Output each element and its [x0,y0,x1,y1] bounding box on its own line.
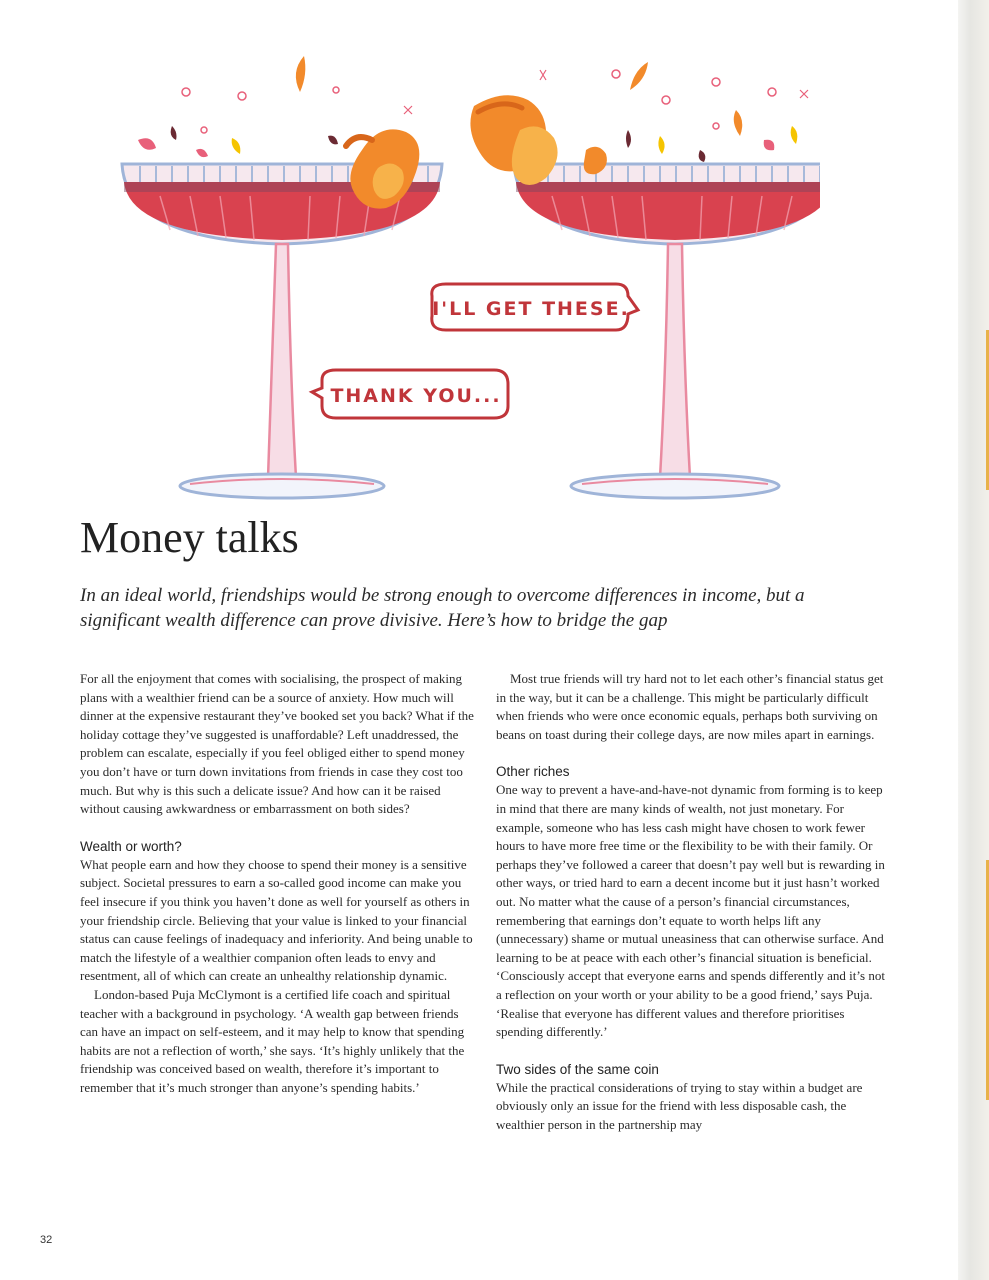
speech-bubble-text: THANK YOU... [330,385,502,407]
right-orange-peel [470,95,606,185]
body-paragraph: While the practical considerations of trying to stay within a budget are obviously only an issue for the friend with less disposable cash, the wealthier person in the partnership may [496,1079,863,1132]
two-cocktail-glasses-illustration [100,50,820,510]
speech-bubble-text: I'LL GET THESE. [432,298,630,320]
subheading: Other riches [496,764,570,780]
left-cocktail-glass [122,164,442,498]
page-number: 32 [40,1234,53,1246]
speech-bubble-ill-get-these [432,284,638,330]
subheading: Two sides of the same coin [496,1061,659,1077]
page-spine [958,0,989,1280]
article-column-left [80,670,476,1097]
body-paragraph: London-based Puja McClymont is a certified life coach and spiritual teacher with a background in psychology. ‘A wealth gap between friends can have an impact on self-esteem, and it may help to know that spending habits are not a reflection of worth,’ she says. ‘It’s highly unlikely that the friendship was conceived based on wealth, therefore it’s important to remember that it’s much stronger than anyone’s spending habits.’ [80,986,465,1095]
article-title: Money talks [80,513,299,562]
speech-bubble-thank-you [312,370,508,418]
body-paragraph: For all the enjoyment that comes with socialising, the prospect of making plans with a wealthier friend can be a source of anxiety. How much will dinner at the expensive restaurant they’ve booked set you back? What if the holiday cottage they’ve suggested is unaffordable? Left unaddressed, the problem can escalate, especially if you feel obliged either to spend money you don’t have or turn down invitations from friends in case they cost too much. But why is this such a delicate issue? And how can it be raised without causing awkwardness or embarrassment on both sides? [80,671,474,817]
article-standfirst: In an ideal world, friendships would be strong enough to overcome differences in income, but a significant wealth difference can prove divisive. Here’s how to bridge the gap [80,585,805,631]
body-paragraph: One way to prevent a have-and-have-not dynamic from forming is to keep in mind that there are many kinds of wealth, not just monetary. For example, someone who has less cash might have chosen to work fewer hours to have more free time or the flexibility to be with their family. Or perhaps they’ve followed a career that doesn’t pay well but is rewarding in other ways, or tried hard to earn a decent income but it just hasn’t worked out. No matter what the cause of a person’s financial circumstances, remembering that earnings don’t equate to worth helps lift any (unnecessary) shame or mutual uneasiness that can otherwise surface. And learning to be at peace with each other’s financial situation is beneficial. ‘Consciously accept that everyone earns and spends differently and it’s not a reflection on your worth or your ability to be a good friend,’ says Puja. ‘Realise that everyone has different values and therefore prioritises spending differently.’ [496,782,885,1040]
article-column-right [496,670,892,1134]
body-paragraph: Most true friends will try hard not to let each other’s financial status get in the way, but it can be a challenge. This might be particularly difficult when friends who were once economic equals, perhaps both surviving on beans on toast during their college days, are now miles apart in earnings. [496,671,884,742]
body-paragraph: What people earn and how they choose to spend their money is a sensitive subject. Societal pressures to earn a so-called good income can make you feel insecure if you think you haven’t done as well for yourself as others in your friendship circle. Believing that your value is linked to your financial status can cause feelings of inadequacy and inferiority. And being unable to match the lifestyle of a wealthier companion often leads to envy and resentment, all of which can create an unhealthy relationship dynamic. [80,856,473,984]
subheading: Wealth or worth? [80,838,182,854]
